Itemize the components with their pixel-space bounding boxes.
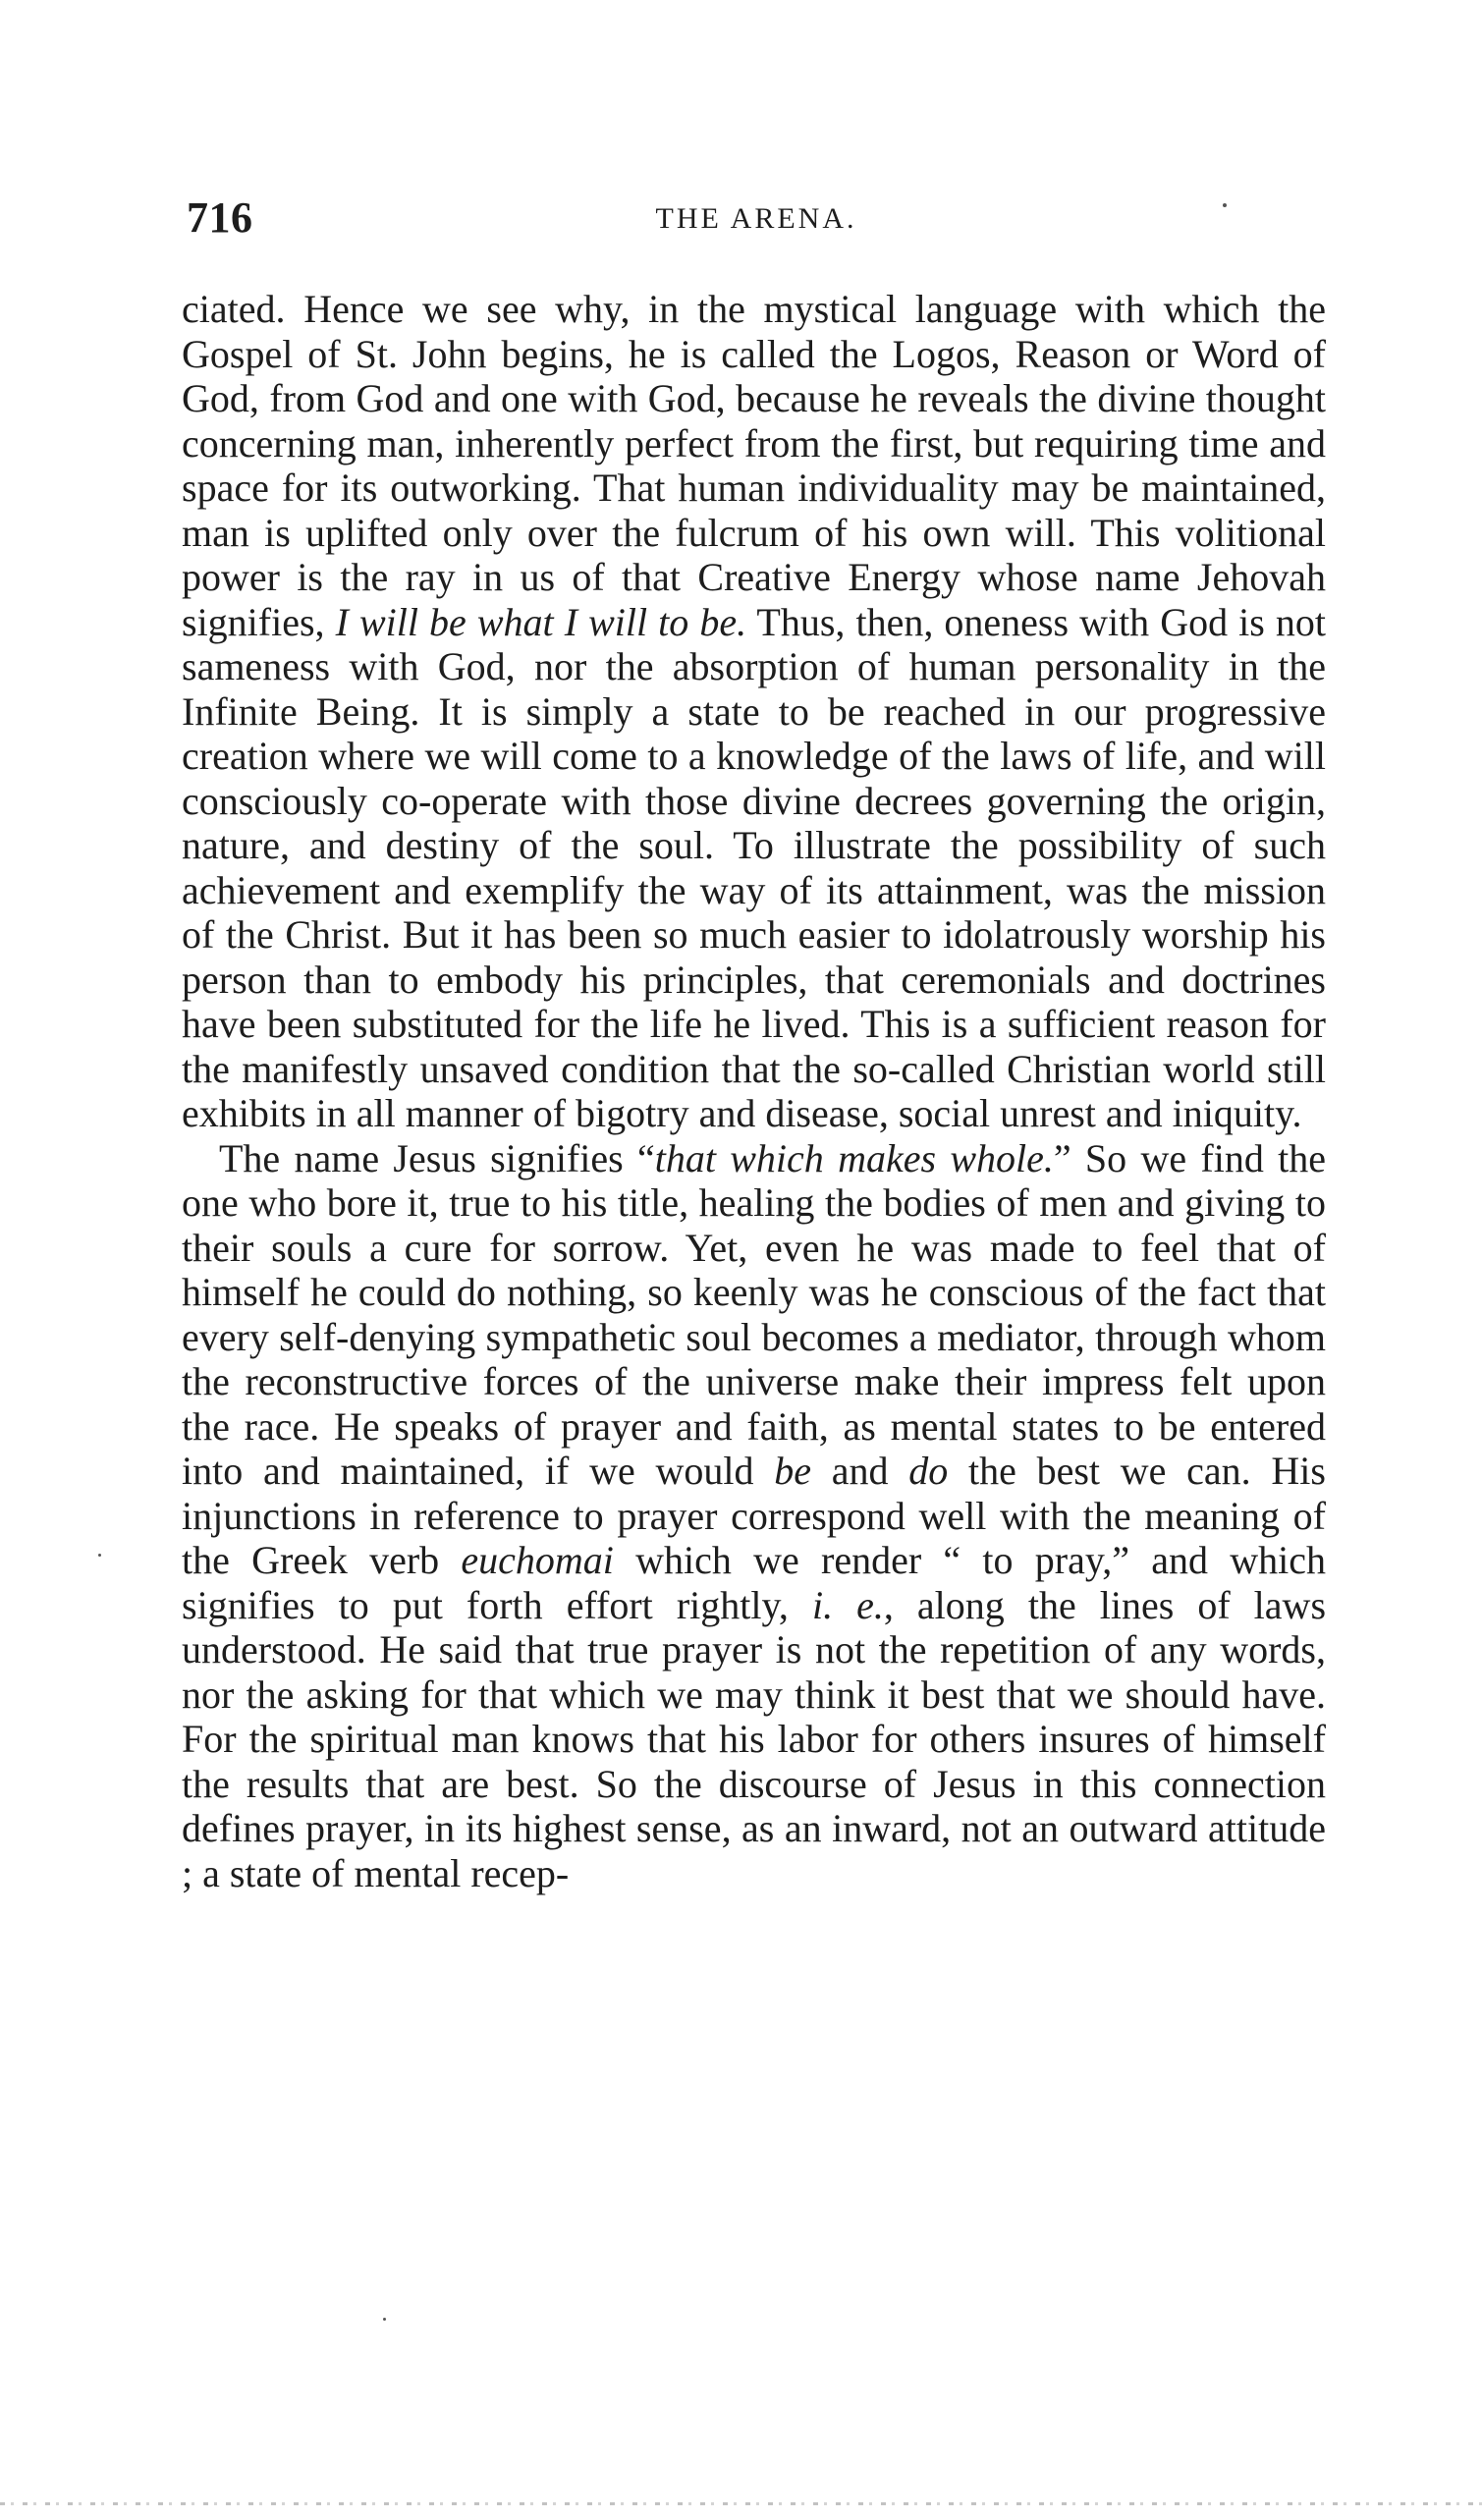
text-run: and [811,1449,909,1493]
page-number: 716 [187,193,253,242]
text-run: the best we can. His injunctions in reference to prayer correspond well with the meaning of the Greek verb [182,1449,1326,1582]
running-head [187,192,1326,251]
print-speck [98,1554,101,1557]
journal-title: THE ARENA. [655,202,857,235]
italic-run: i. e. [811,1582,884,1627]
text-run: which we render “ to pray,” and which signifies to put forth effort rightly, [182,1538,1326,1627]
italic-run: that which makes whole. [654,1135,1054,1180]
text-run: Thus, then, oneness with God is not sameness with God, nor the absorption of human personality in the Infinite Being. It is simply a state to be reached in our progressive creation where we will come to a knowledge of the laws of life, and will consciously co-operate with those divine decrees governing the origin, nature, and destiny of the soul. To illustrate the possibility of such achievement and exemplify the way of its attainment, was the mission of the Christ. But it has been so much easier to idolatrously worship his person than to embody his principles, that ceremonials and doctrines have been substituted for the life he lived. This is a sufficient reason for the manifestly unsaved condition that the so-called Christian world still exhibits in all manner of bigotry and disease, social unrest and iniquity. [182,599,1327,1135]
print-speck [1223,203,1227,207]
italic-run: euchomai [461,1538,614,1582]
italic-run: be [774,1449,811,1493]
paragraph [182,287,1326,1136]
italic-run: I will be what I will to be. [335,599,747,644]
text-run: The name Jesus signifies “ [219,1135,655,1180]
text-run: , along the lines of laws understood. He said that true prayer is not the repetition of any words, nor the asking for that which we may think it best that we should have. For the spiritual man knows that his labor for others insures of himself the results that are best. So the discourse of Jesus in this connection defines prayer, in its highest sense, as an inward, not an outward attitude ; a state of mental recep- [182,1582,1327,1895]
text-run: ” So we find the one who bore it, true to his title, healing the bodies of men and giving to their souls a cure for sorrow. Yet, even he was made to feel that of himself he could do nothing, so keenly was he conscious of the fact that every self-denying sympathetic soul becomes a mediator, through whom the reconstructive forces of the universe make their impress felt upon the race. He speaks of prayer and faith, as mental states to be entered into and maintained, if we would [182,1135,1326,1493]
italic-run: do [908,1449,949,1493]
text-run: ciated. Hence we see why, in the mystical language with which the Gospel of St. John begins, he is called the Logos, Reason or Word of God, from God and one with God, because he reveals the divine thought concerning man, inherently perfect from the first, but requiring time and space for its outworking. That human individuality may be maintained, man is uplifted only over the fulcrum of his own will. This volitional power is the ray in us of that Creative Energy whose name Jehovah signifies, [182,287,1326,644]
print-speck [383,2318,386,2321]
body-text [182,287,1326,1895]
paragraph [182,1136,1326,1896]
page-edge [0,2502,1482,2505]
